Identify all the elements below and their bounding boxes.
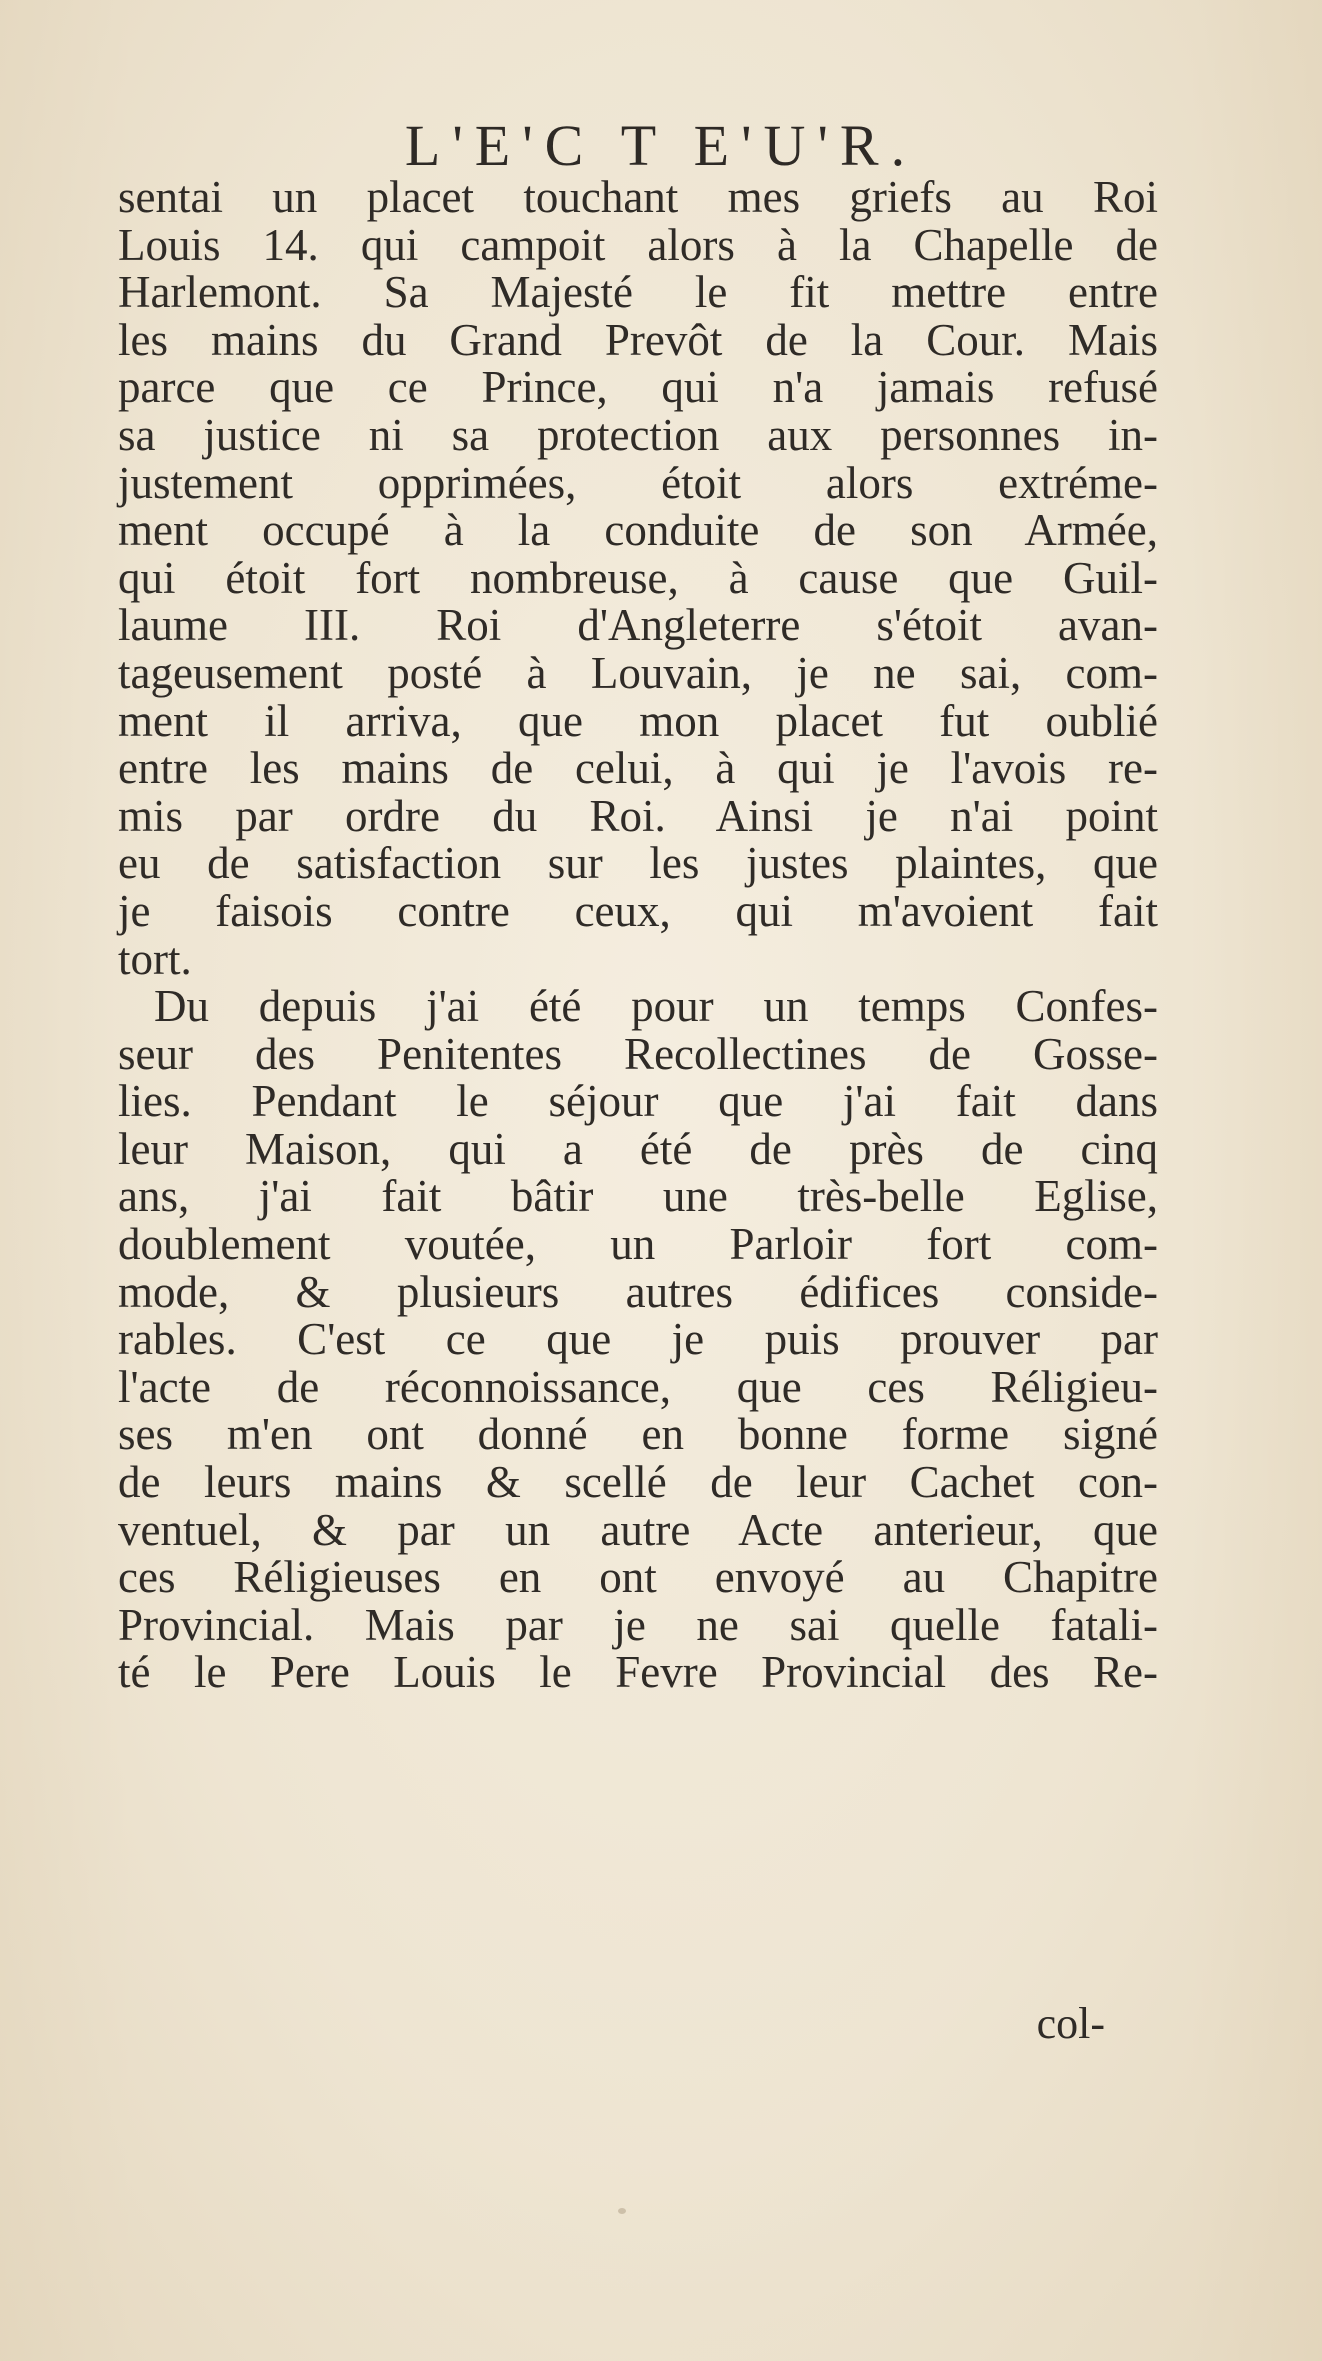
paragraph-2 (118, 983, 1158, 1697)
text-line: je faisois contre ceux, qui m'avoient fait (118, 885, 1158, 936)
text-line: sa justice ni sa protection aux personnes in- (118, 409, 1158, 460)
paragraph-1 (118, 174, 1158, 983)
text-line: Du depuis j'ai été pour un temps Confes- (154, 981, 1158, 1032)
running-head: L'E'C T E'U'R. (404, 113, 918, 178)
text-line: ment occupé à la conduite de son Armée, (118, 505, 1158, 556)
text-line: de leurs mains & scellé de leur Cachet con- (118, 1457, 1158, 1508)
text-line: les mains du Grand Prevôt de la Cour. Mais (118, 314, 1158, 365)
text-line: mode, & plusieurs autres édifices conside- (118, 1266, 1158, 1317)
text-line: ventuel, & par un autre Acte anterieur, que (118, 1504, 1158, 1555)
text-line: ses m'en ont donné en bonne forme signé (118, 1409, 1158, 1460)
body-text (118, 174, 1158, 1697)
text-line: ans, j'ai fait bâtir une très-belle Eglise, (118, 1171, 1158, 1222)
text-line: eu de satisfaction sur les justes plaintes, que (118, 838, 1158, 889)
text-line: lies. Pendant le séjour que j'ai fait dans (118, 1076, 1158, 1127)
text-line: laume III. Roi d'Angleterre s'étoit avan- (118, 600, 1158, 651)
text-line: l'acte de réconnoissance, que ces Réligieu- (118, 1361, 1158, 1412)
text-line: Provincial. Mais par je ne sai quelle fatali- (118, 1599, 1158, 1650)
text-line: seur des Penitentes Recollectines de Gosse- (118, 1028, 1158, 1079)
text-line: ment il arriva, que mon placet fut oublié (118, 695, 1158, 746)
text-line: Louis 14. qui campoit alors à la Chapelle de (118, 219, 1158, 270)
text-line: tort. (118, 933, 192, 984)
text-line: qui étoit fort nombreuse, à cause que Guil- (118, 552, 1158, 603)
text-line: tageusement posté à Louvain, je ne sai, com- (118, 647, 1158, 698)
paper-speck (618, 2208, 626, 2214)
text-line: rables. C'est ce que je puis prouver par (118, 1314, 1158, 1365)
text-line: justement opprimées, étoit alors extréme- (118, 457, 1158, 508)
text-line: té le Pere Louis le Fevre Provincial des Re- (118, 1647, 1158, 1698)
text-line: parce que ce Prince, qui n'a jamais refusé (118, 362, 1158, 413)
text-line: Harlemont. Sa Majesté le fit mettre entre (118, 267, 1158, 318)
text-line: sentai un placet touchant mes griefs au Roi (118, 172, 1158, 222)
text-line: entre les mains de celui, à qui je l'avois re- (118, 743, 1158, 794)
text-line: leur Maison, qui a été de près de cinq (118, 1123, 1158, 1174)
catchword: col- (1036, 1999, 1105, 2048)
text-line: mis par ordre du Roi. Ainsi je n'ai point (118, 790, 1158, 841)
text-line: doublement voutée, un Parloir fort com- (118, 1219, 1158, 1270)
text-line: ces Réligieuses en ont envoyé au Chapitre (118, 1552, 1158, 1603)
